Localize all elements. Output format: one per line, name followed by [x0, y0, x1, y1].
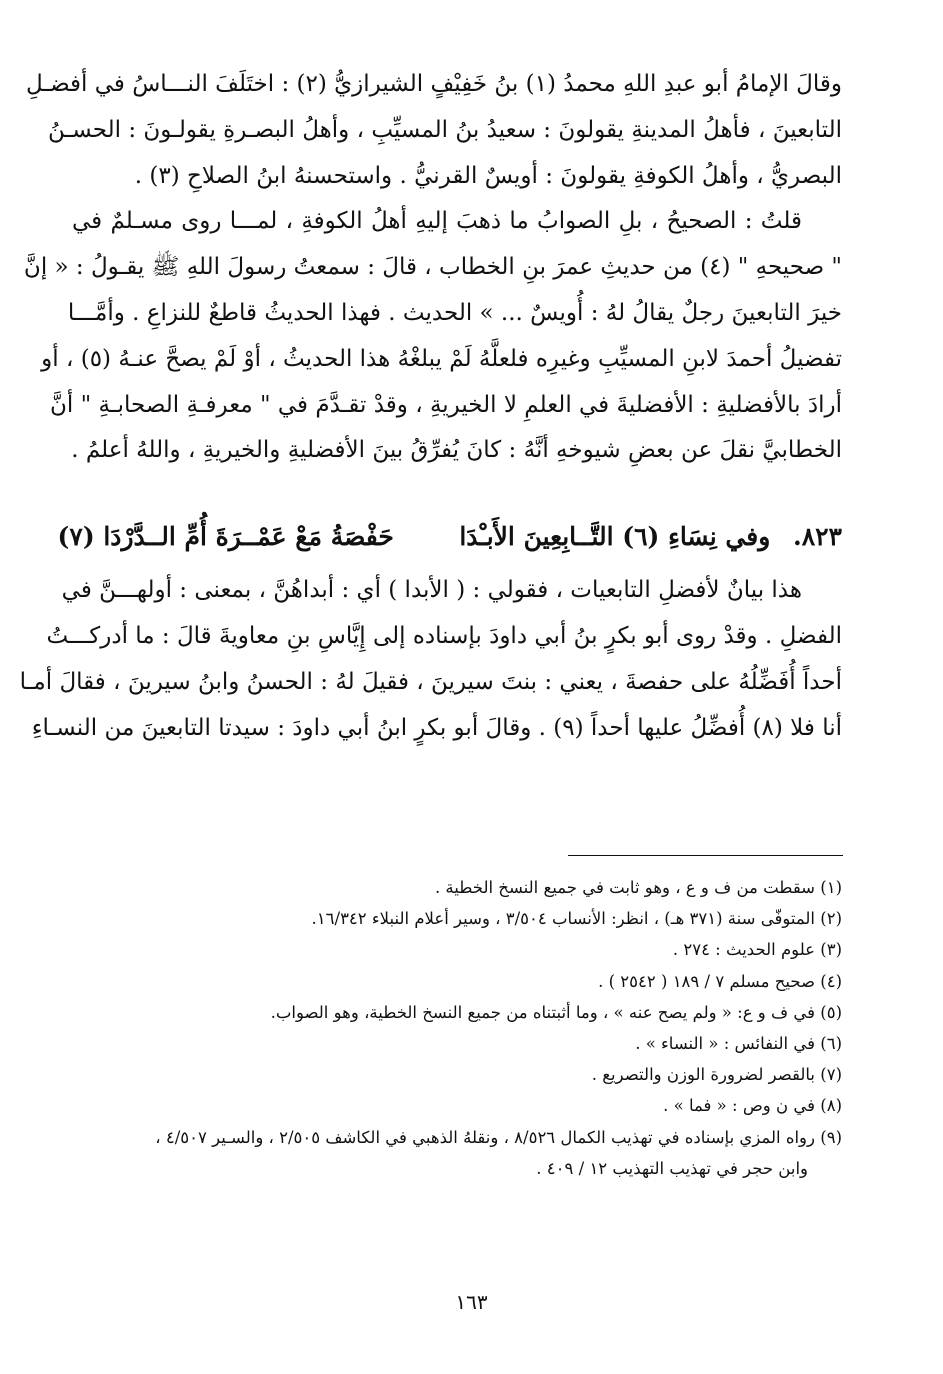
- text-line: تفضيلُ أحمدَ لابنِ المسيِّبِ وغيرِه فلعلَّهُ لَمْ يبلغْهُ هذا الحديثُ ، أوْ لَمْ يصحَّ عنـهُ (٥) ، أو: [41, 345, 842, 372]
- paragraph-2: [23, 199, 842, 474]
- paragraph-1: [25, 62, 842, 199]
- text-line: وقالَ الإمامُ أبو عبدِ اللهِ محمدُ (١) بنُ خَفِيْفٍ الشيرازيُّ (٢) : اختَلَفَ النـــاسُ في أفضـلِ: [25, 71, 842, 97]
- footnote-1: (١) سقطت من ف و ع ، وهو ثابت في جميع النسخ الخطية .: [434, 878, 842, 897]
- footnote-7: (٧) بالقصر لضرورة الوزن والتصريع .: [591, 1065, 842, 1085]
- verse-number: ٨٢٣.: [792, 522, 842, 552]
- text-line: أحداً أُفَضِّلُهُ على حفصةَ ، يعني : بنتَ سيرينَ ، فقيلَ لهُ : الحسنُ وابنُ سيرينَ ، فقالَ أمـا: [19, 668, 842, 695]
- footnotes: [72, 872, 842, 1184]
- text-line: الخطابيَّ نقلَ عن بعضِ شيوخهِ أنَّهُ : كانَ يُفرِّقُ بينَ الأفضليةِ والخيريةِ ، واللهُ أعلمُ .: [71, 437, 842, 464]
- text-line: التابعينَ ، فأهلُ المدينةِ يقولونَ : سعيدُ بنُ المسيِّبِ ، وأهلُ البصـرةِ يقولـونَ : الحسـنُ: [48, 116, 842, 143]
- text-line: " صحيحهِ " (٤) من حديثِ عمرَ بنِ الخطاب ، قالَ : سمعتُ رسولَ اللهِ ﷺ يقـولُ : « إنَّ: [23, 254, 842, 281]
- verse-hemistich-1: وفي نِسَاءِ (٦) التَّــابِعِينَ الأَبـْدَا: [459, 522, 771, 552]
- text-line: قلتُ : الصحيحُ ، بلِ الصوابُ ما ذهبَ إليهِ أهلُ الكوفةِ ، لمـــا روى مسـلمٌ في: [72, 208, 802, 235]
- text-line: الفضلِ . وقدْ روى أبو بكرٍ بنُ أبي داودَ بإسناده إلى إِيَّاسِ بنِ معاويةَ قالَ : ما أدركـــتُ: [46, 622, 842, 649]
- footnote-3: (٣) علوم الحديث : ٢٧٤ .: [672, 940, 842, 960]
- verse-hemistich-2: حَفْصَةُ مَعْ عَمْــرَةَ أُمِّ الــدَّرْدَا (٧): [57, 522, 394, 552]
- main-text: [19, 62, 842, 751]
- footnote-5: (٥) في ف و ع: « ولم يصح عنه » ، وما أثبتناه من جميع النسخ الخطية، وهو الصواب.: [270, 1002, 842, 1022]
- footnote-2: (٢) المتوفّى سنة (٣٧١ هـ) ، انظر: الأنساب ٣/٥٠٤ ، وسير أعلام النبلاء ١٦/٣٤٢.: [311, 909, 842, 929]
- page-number: ١٦٣: [455, 1290, 488, 1314]
- text-line: أرادَ بالأفضليةِ : الأفضليةَ في العلمِ لا الخيريةِ ، وقدْ تقـدَّمَ في " معرفـةِ الصحابـةِ " أنَّ: [50, 391, 842, 418]
- paragraph-3: [19, 568, 842, 751]
- footnote-9-continuation: وابن حجر في تهذيب التهذيب ١٢ / ٤٠٩ .: [536, 1158, 808, 1178]
- footnote-6: (٦) في النفائس : « النساء » .: [635, 1034, 842, 1054]
- verse-line: [57, 514, 842, 560]
- text-line: البصريُّ ، وأهلُ الكوفةِ يقولونَ : أويسٌ القرنيُّ . واستحسنهُ ابنُ الصلاحِ (٣) .: [134, 162, 842, 189]
- text-line: هذا بيانٌ لأفضلِ التابعيات ، فقولي : ( الأبدا ) أي : أبداهُنَّ ، بمعنى : أولهـــنَّ في: [61, 577, 802, 604]
- footnote-9: (٩) رواه المزي بإسناده في تهذيب الكمال ٨/٥٢٦ ، ونقلهُ الذهبي في الكاشف ٢/٥٠٥ ، والسـير ٤/٥٠٧ ،: [155, 1127, 842, 1147]
- footnote-separator: [568, 855, 843, 856]
- footnote-4: (٤) صحيح مسلم ٧ / ١٨٩ ( ٢٥٤٢ ) .: [598, 971, 842, 991]
- text-line: خيرَ التابعينَ رجلٌ يقالُ لهُ : أُويسٌ ... » الحديث . فهذا الحديثُ قاطعٌ للنزاعِ . وأمَّـــا: [67, 299, 842, 326]
- text-line: أنا فلا (٨) أُفضِّلُ عليها أحداً (٩) . وقالَ أبو بكرٍ ابنُ أبي داودَ : سيدتا التابعينَ من النسـاءِ: [31, 714, 842, 741]
- footnote-8: (٨) في ن وص : « فما » .: [663, 1096, 842, 1116]
